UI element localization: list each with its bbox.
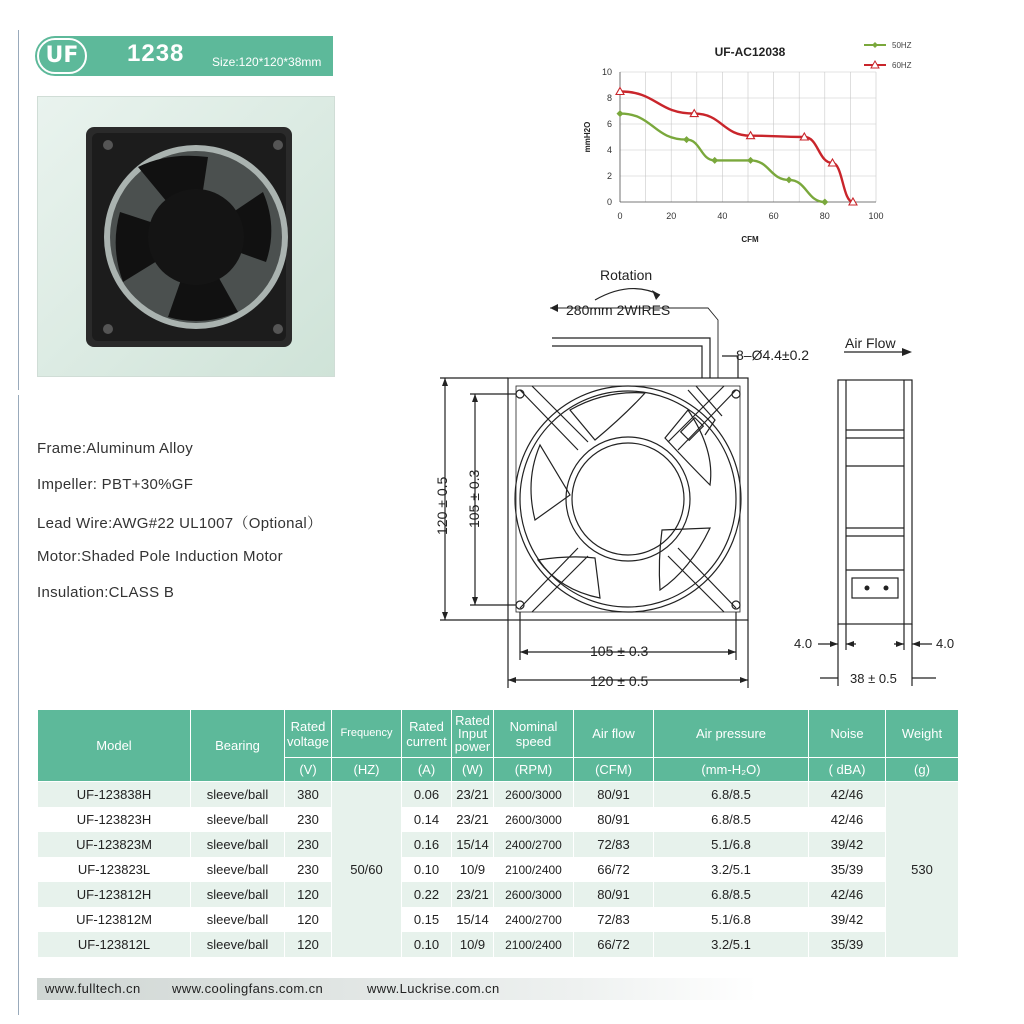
footer-bar	[37, 978, 757, 1000]
legend-marker-50HZ	[872, 42, 878, 48]
cell-bearing: sleeve/ball	[191, 932, 285, 957]
cell-voltage: 230	[285, 832, 332, 857]
cell-current: 0.15	[402, 907, 452, 932]
th-speed: Nominal speed	[494, 710, 574, 758]
left-divider	[18, 395, 19, 1015]
cell-noise: 39/42	[809, 832, 886, 857]
spec-lead-wire: Lead Wire:AWG#22 UL1007（Optional）	[37, 515, 323, 532]
th-pressure: Air pressure	[654, 710, 809, 758]
cell-airflow: 80/91	[574, 807, 654, 832]
cell-current: 0.22	[402, 882, 452, 907]
dim-outer-vertical: 120 ± 0.5	[434, 476, 450, 535]
airflow-label: Air Flow	[845, 335, 896, 351]
cell-speed: 2400/2700	[494, 832, 574, 857]
cell-weight: 530	[886, 782, 959, 958]
cell-model: UF-123812M	[38, 907, 191, 932]
spec-motor: Motor:Shaded Pole Induction Motor	[37, 548, 283, 565]
data-point-50HZ	[617, 110, 624, 117]
cell-speed: 2100/2400	[494, 857, 574, 882]
th-model: Model	[38, 710, 191, 782]
cell-pressure: 5.1/6.8	[654, 832, 809, 857]
cell-bearing: sleeve/ball	[191, 807, 285, 832]
unit-speed: (RPM)	[494, 758, 574, 782]
wire-length-label: 280mm 2WIRES	[566, 302, 671, 318]
th-frequency: Frequency	[332, 710, 402, 758]
mounting-hole-label: 8–Ø4.4±0.2	[736, 347, 810, 363]
model-title-tab	[35, 36, 333, 76]
cell-model: UF-123838H	[38, 782, 191, 808]
data-point-50HZ	[821, 199, 828, 206]
chart-svg	[560, 40, 960, 250]
y-tick-label: 10	[601, 67, 612, 77]
cell-current: 0.06	[402, 782, 452, 808]
footer-link-coolingfans[interactable]: www.coolingfans.com.cn	[172, 981, 324, 996]
data-point-50HZ	[711, 157, 718, 164]
dim-outer-horizontal: 120 ± 0.5	[590, 673, 649, 689]
unit-airflow: (CFM)	[574, 758, 654, 782]
cell-noise: 39/42	[809, 907, 886, 932]
front-view-drawing	[420, 260, 840, 700]
dim-wall-right: 4.0	[936, 636, 955, 651]
series-line-60HZ	[620, 92, 853, 203]
cell-noise: 35/39	[809, 932, 886, 957]
dim-wall-left: 4.0	[794, 636, 813, 651]
cell-power: 23/21	[452, 782, 494, 808]
cell-model: UF-123812L	[38, 932, 191, 957]
cell-speed: 2400/2700	[494, 907, 574, 932]
x-tick-label: 20	[666, 211, 677, 221]
th-power: Rated Input power	[452, 710, 494, 758]
cell-airflow: 66/72	[574, 932, 654, 957]
footer-link-fulltech[interactable]: www.fulltech.cn	[45, 981, 141, 996]
cell-pressure: 6.8/8.5	[654, 882, 809, 907]
x-tick-label: 40	[717, 211, 728, 221]
x-tick-label: 80	[819, 211, 830, 221]
spec-table-body	[38, 782, 959, 958]
cell-model: UF-123823L	[38, 857, 191, 882]
cell-speed: 2600/3000	[494, 882, 574, 907]
cell-pressure: 6.8/8.5	[654, 807, 809, 832]
th-bearing: Bearing	[191, 710, 285, 782]
cell-pressure: 5.1/6.8	[654, 907, 809, 932]
y-tick-label: 4	[606, 145, 612, 155]
table-row	[38, 832, 959, 857]
x-axis-label: CFM	[741, 235, 759, 244]
size-label: Size:120*120*38mm	[212, 55, 322, 69]
performance-chart	[560, 40, 960, 250]
cell-voltage: 120	[285, 907, 332, 932]
y-tick-label: 2	[606, 171, 612, 181]
data-point-50HZ	[683, 136, 690, 143]
cell-voltage: 230	[285, 807, 332, 832]
data-point-50HZ	[785, 176, 792, 183]
spec-table	[37, 709, 959, 957]
y-tick-label: 0	[606, 197, 612, 207]
chart-title: UF-AC12038	[714, 45, 786, 59]
unit-noise: ( dBA)	[809, 758, 886, 782]
spec-insulation: Insulation:CLASS B	[37, 584, 175, 601]
cell-airflow: 72/83	[574, 832, 654, 857]
th-weight: Weight	[886, 710, 959, 758]
cell-current: 0.10	[402, 857, 452, 882]
y-tick-label: 6	[606, 119, 612, 129]
cell-power: 15/14	[452, 907, 494, 932]
cell-noise: 42/46	[809, 782, 886, 808]
table-row	[38, 882, 959, 907]
cell-noise: 42/46	[809, 882, 886, 907]
cell-frequency: 50/60	[332, 782, 402, 958]
cell-bearing: sleeve/ball	[191, 857, 285, 882]
model-number: 1238	[127, 40, 185, 67]
cell-noise: 42/46	[809, 807, 886, 832]
cell-model: UF-123823H	[38, 807, 191, 832]
y-axis-label: mmH2O	[583, 121, 592, 153]
th-noise: Noise	[809, 710, 886, 758]
cell-pressure: 3.2/5.1	[654, 857, 809, 882]
cell-speed: 2100/2400	[494, 932, 574, 957]
brand-badge: UF	[37, 38, 87, 74]
y-tick-label: 8	[606, 93, 612, 103]
cell-power: 10/9	[452, 857, 494, 882]
cell-airflow: 66/72	[574, 857, 654, 882]
unit-current: (A)	[402, 758, 452, 782]
legend-label-50HZ: 50HZ	[892, 41, 912, 50]
cell-voltage: 120	[285, 932, 332, 957]
cell-bearing: sleeve/ball	[191, 907, 285, 932]
dim-depth: 38 ± 0.5	[850, 671, 897, 686]
cell-voltage: 230	[285, 857, 332, 882]
cell-current: 0.10	[402, 932, 452, 957]
dim-hole-horizontal: 105 ± 0.3	[590, 643, 649, 659]
x-tick-label: 60	[768, 211, 779, 221]
cell-bearing: sleeve/ball	[191, 882, 285, 907]
cell-voltage: 120	[285, 882, 332, 907]
footer-link-luckrise[interactable]: www.Luckrise.com.cn	[367, 981, 500, 996]
left-divider	[18, 30, 19, 390]
cell-power: 15/14	[452, 832, 494, 857]
unit-pressure: (mm-H₂O)	[654, 758, 809, 782]
spec-impeller: Impeller: PBT+30%GF	[37, 476, 194, 493]
table-row	[38, 782, 959, 808]
unit-power: (W)	[452, 758, 494, 782]
cell-bearing: sleeve/ball	[191, 832, 285, 857]
cell-bearing: sleeve/ball	[191, 782, 285, 808]
cell-speed: 2600/3000	[494, 782, 574, 808]
side-view-drawing	[790, 330, 970, 690]
cell-pressure: 6.8/8.5	[654, 782, 809, 808]
spec-frame: Frame:Aluminum Alloy	[37, 440, 194, 457]
cell-noise: 35/39	[809, 857, 886, 882]
cell-airflow: 80/91	[574, 882, 654, 907]
cell-current: 0.14	[402, 807, 452, 832]
cell-airflow: 80/91	[574, 782, 654, 808]
legend-label-60HZ: 60HZ	[892, 61, 912, 70]
th-airflow: Air flow	[574, 710, 654, 758]
th-current: Rated current	[402, 710, 452, 758]
th-voltage: Rated voltage	[285, 710, 332, 758]
product-photo	[37, 96, 335, 377]
cell-power: 23/21	[452, 807, 494, 832]
cell-pressure: 3.2/5.1	[654, 932, 809, 957]
table-row	[38, 857, 959, 882]
cell-airflow: 72/83	[574, 907, 654, 932]
unit-weight: (g)	[886, 758, 959, 782]
cell-power: 23/21	[452, 882, 494, 907]
unit-voltage: (V)	[285, 758, 332, 782]
x-tick-label: 0	[617, 211, 623, 221]
cell-power: 10/9	[452, 932, 494, 957]
rotation-label: Rotation	[600, 267, 653, 283]
table-row	[38, 807, 959, 832]
table-row	[38, 907, 959, 932]
dim-hole-vertical: 105 ± 0.3	[466, 469, 482, 528]
table-row	[38, 932, 959, 957]
cell-voltage: 380	[285, 782, 332, 808]
cell-current: 0.16	[402, 832, 452, 857]
x-tick-label: 100	[868, 211, 884, 221]
cell-model: UF-123812H	[38, 882, 191, 907]
cell-model: UF-123823M	[38, 832, 191, 857]
cell-speed: 2600/3000	[494, 807, 574, 832]
unit-frequency: (HZ)	[332, 758, 402, 782]
